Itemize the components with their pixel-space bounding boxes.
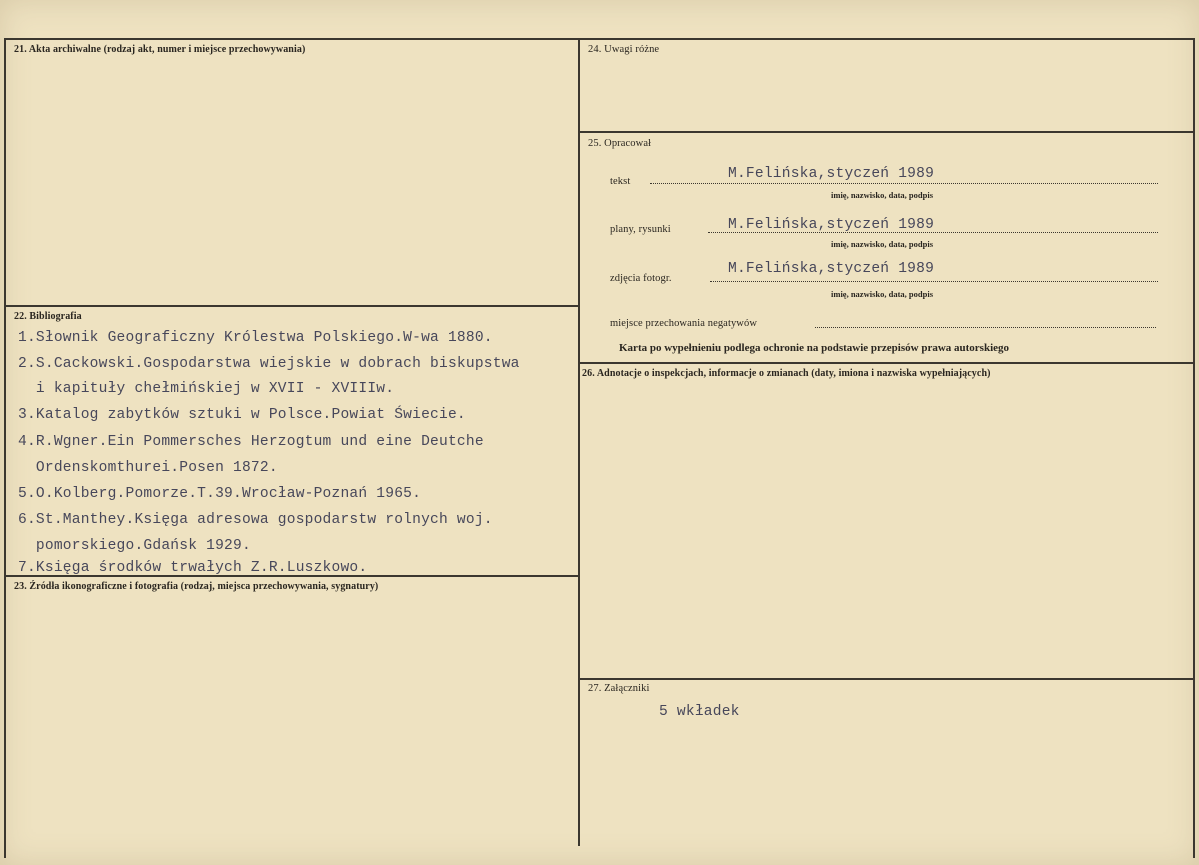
section-26-label: 26. Adnotacje o inspekcjach, informacje o zmianach (daty, imiona i nazwiska wypełniających) xyxy=(582,368,991,379)
top-border-line xyxy=(5,38,1195,40)
center-divider-line xyxy=(578,38,580,846)
negatives-location-label: miejsce przechowania negatywów xyxy=(610,318,758,329)
author-photos-label: zdjęcia fotogr. xyxy=(610,273,672,284)
author-photos-caption: imię, nazwisko, data, podpis xyxy=(831,289,934,299)
bibliography-line-9: pomorskiego.Gdańsk 1929. xyxy=(18,538,251,554)
bibliography-line-4: 3.Katalog zabytków sztuki w Polsce.Powiat Świecie. xyxy=(18,407,466,423)
bibliography-line-7: 5.O.Kolberg.Pomorze.T.39.Wrocław-Poznań 1965. xyxy=(18,486,422,502)
bibliography-clip xyxy=(5,556,577,574)
divider-25-26 xyxy=(579,362,1194,364)
bibliography-line-2: 2.S.Cackowski.Gospodarstwa wiejskie w dobrach biskupstwa xyxy=(18,356,520,372)
bibliography-line-1: 1.Słownik Geograficzny Królestwa Polskiego.W-wa 1880. xyxy=(18,330,493,346)
bibliography-line-5: 4.R.Wgner.Ein Pommersches Herzogtum und eine Deutche xyxy=(18,434,484,450)
bibliography-line-3: i kapituły chełmińskiej w XVII - XVIIIw. xyxy=(18,381,395,397)
divider-22-23 xyxy=(5,575,579,577)
bibliography-line-6: Ordenskomthurei.Posen 1872. xyxy=(18,460,278,476)
section-24-label: 24. Uwagi różne xyxy=(588,44,660,55)
author-text-label: tekst xyxy=(610,176,631,187)
bibliography-line-8: 6.St.Manthey.Księga adresowa gospodarstw rolnych woj. xyxy=(18,512,493,528)
author-photos-value: M.Felińska,styczeń 1989 xyxy=(728,261,935,277)
left-border-line xyxy=(4,38,6,858)
bibliography-line-10: 7.Księga środków trwałych Z.R.Luszkowo. xyxy=(18,560,368,574)
section-27-label: 27. Załączniki xyxy=(588,683,650,694)
section-21-label: 21. Akta archiwalne (rodzaj akt, numer i miejsce przechowywania) xyxy=(14,44,306,55)
attachments-value: 5 wkładek xyxy=(659,704,740,720)
section-23-label: 23. Źródła ikonograficzne i fotografia (rodzaj, miejsca przechowywania, sygnatury) xyxy=(14,581,379,592)
author-text-caption: imię, nazwisko, data, podpis xyxy=(831,190,934,200)
divider-21-22 xyxy=(5,305,579,307)
author-text-value: M.Felińska,styczeń 1989 xyxy=(728,166,935,182)
author-text-line xyxy=(650,183,1158,184)
author-plans-label: plany, rysunki xyxy=(610,224,671,235)
author-plans-caption: imię, nazwisko, data, podpis xyxy=(831,239,934,249)
author-photos-line xyxy=(710,281,1158,282)
section-25-label: 25. Opracował xyxy=(588,138,652,149)
section-22-label: 22. Bibliografia xyxy=(14,311,82,322)
negatives-location-line xyxy=(815,327,1156,328)
divider-26-27 xyxy=(579,678,1194,680)
divider-24-25 xyxy=(579,131,1194,133)
right-border-line xyxy=(1193,38,1195,858)
copyright-note: Karta po wypełnieniu podlega ochronie na podstawie przepisów prawa autorskiego xyxy=(619,342,1010,354)
author-plans-value: M.Felińska,styczeń 1989 xyxy=(728,217,935,233)
